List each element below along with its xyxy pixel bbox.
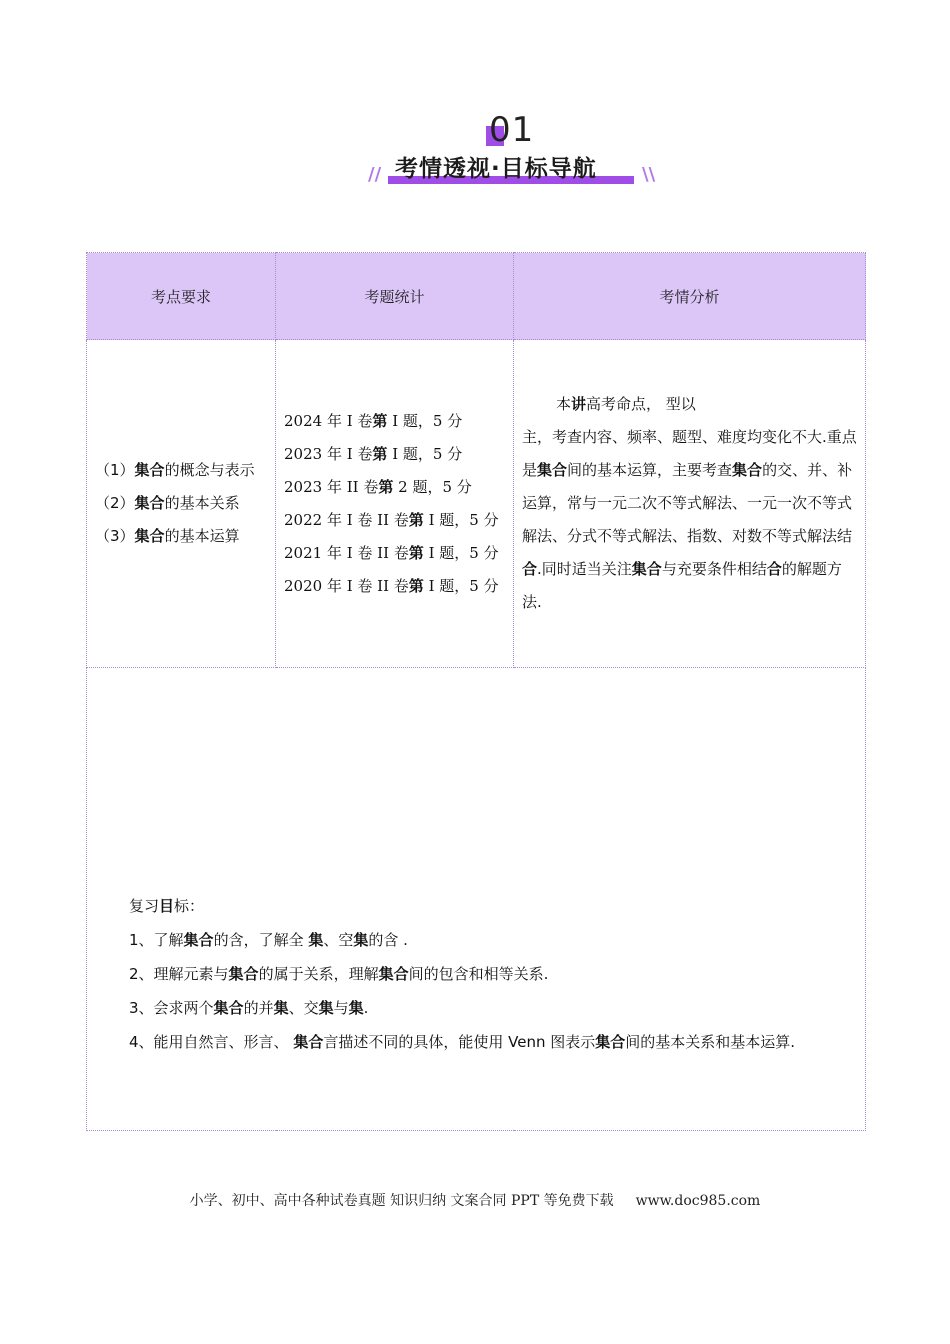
- goal-item: 1、了解集合的含，了解全 集、空集的含 .: [129, 931, 408, 949]
- statistics-cell: [276, 340, 514, 668]
- goal-item: 3、会求两个集合的并集、交集与集.: [129, 999, 369, 1017]
- stat-item: 2023 年 II 卷第 2 题，5 分: [284, 477, 472, 496]
- header-requirements: 考点要求: [87, 253, 276, 340]
- goals-title: 复习目标：: [129, 897, 205, 915]
- stat-item: 2020 年 I 卷 II 卷第 I 题，5 分: [284, 576, 499, 595]
- header-statistics: 考题统计: [276, 253, 514, 340]
- exam-analysis-table: [86, 252, 866, 1131]
- table-header-row: [87, 253, 866, 340]
- requirement-item: （2）集合的基本关系: [95, 494, 240, 512]
- stat-item: 2022 年 I 卷 II 卷第 I 题，5 分: [284, 510, 499, 529]
- analysis-text: 本讲高考命点， 型以: [556, 395, 696, 413]
- requirement-item: （1）集合的概念与表示: [95, 461, 255, 479]
- goal-item: 4、能用自然言、形言、 集合言描述不同的具体，能使用 Venn 图表示集合间的基本关系和基本运算.: [129, 1033, 796, 1051]
- footer-site-link[interactable]: www.doc985.com: [635, 1193, 761, 1209]
- stat-item: 2021 年 I 卷 II 卷第 I 题，5 分: [284, 543, 499, 562]
- review-goals: [87, 739, 865, 1059]
- goals-cell: [87, 668, 866, 1131]
- left-slash-decoration: //: [368, 164, 382, 185]
- page-footer: [0, 1190, 950, 1210]
- requirements-cell: [87, 340, 276, 668]
- analysis-text-body: 主，考查内容、频率、题型、难度均变化不大.重点是集合间的基本运算，主要考查集合的交、并、补运算，常与一元二次不等式解法、一元一次不等式解法、分式不等式解法、指数、对数不等式解法结合.同时适当关注集合与充要条件相结合的解题方法.: [522, 428, 857, 611]
- analysis-cell: [514, 340, 866, 668]
- goals-row: [87, 668, 866, 1131]
- table-row: [87, 340, 866, 668]
- section-title: 考情透视·目标导航: [395, 156, 597, 182]
- right-slash-decoration: \\: [642, 164, 656, 185]
- stat-item: 2024 年 I 卷第 I 题，5 分: [284, 411, 463, 430]
- section-number: 01: [489, 110, 535, 150]
- section-header: [0, 110, 950, 200]
- goal-item: 2、理解元素与集合的属于关系，理解集合间的包含和相等关系.: [129, 965, 549, 983]
- requirement-item: （3）集合的基本运算: [95, 527, 240, 545]
- footer-text: 小学、初中、高中各种试卷真题 知识归纳 文案合同 PPT 等免费下载: [189, 1193, 614, 1209]
- header-analysis: 考情分析: [514, 253, 866, 340]
- stat-item: 2023 年 I 卷第 I 题，5 分: [284, 444, 463, 463]
